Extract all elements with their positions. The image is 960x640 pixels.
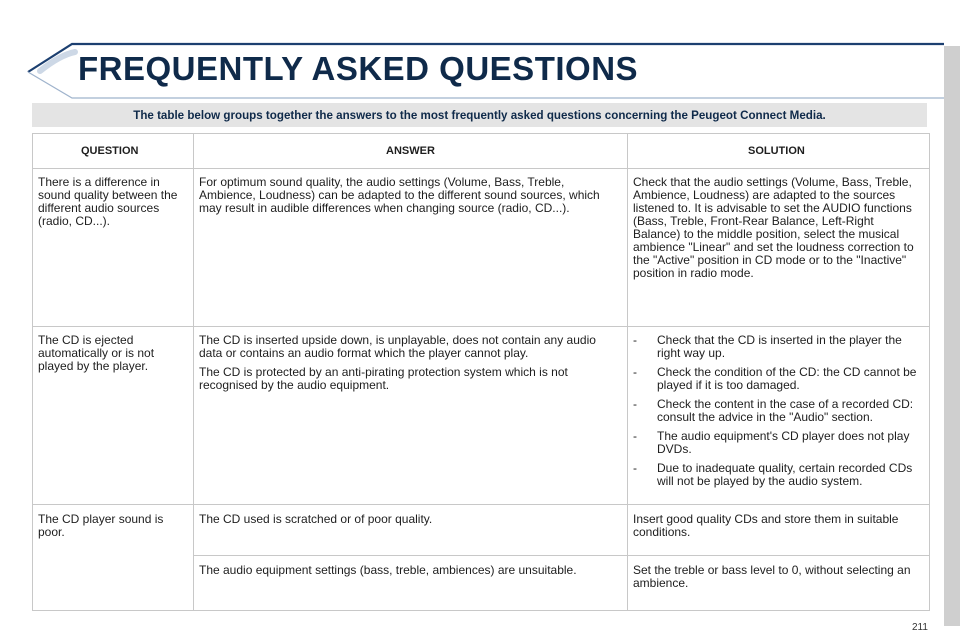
answer-paragraph: The CD is protected by an anti-pirating protection system which is not recognised by the audio equipment. — [199, 365, 568, 392]
solution-cell — [628, 327, 930, 505]
intro-band — [32, 103, 927, 127]
column-header-answer: ANSWER — [194, 134, 628, 169]
list-item — [633, 430, 924, 456]
page-number: 211 — [912, 622, 928, 633]
solution-item-text: Due to inadequate quality, certain recorded CDs will not be played by the audio system. — [657, 461, 913, 488]
dash-bullet: - — [633, 397, 637, 411]
list-item — [633, 398, 924, 424]
column-header-solution: SOLUTION — [628, 134, 930, 169]
solution-cell: Set the treble or bass level to 0, without selecting an ambience. — [628, 556, 930, 611]
table-row — [33, 169, 930, 327]
dash-bullet: - — [633, 429, 637, 443]
page-title: FREQUENTLY ASKED QUESTIONS — [78, 50, 639, 87]
table-row — [33, 327, 930, 505]
dash-bullet: - — [633, 461, 637, 475]
question-cell: There is a difference in sound quality between the different audio sources (radio, CD...). — [33, 169, 194, 327]
solution-item-text: Check the content in the case of a recorded CD: consult the advice in the "Audio" section. — [657, 397, 914, 424]
solution-cell: Insert good quality CDs and store them in suitable conditions. — [628, 505, 930, 556]
solution-list — [633, 334, 924, 488]
dash-bullet: - — [633, 333, 637, 347]
question-cell: The CD player sound is poor. — [33, 505, 194, 611]
answer-cell: The audio equipment settings (bass, treble, ambiences) are unsuitable. — [194, 556, 628, 611]
answer-cell — [194, 327, 628, 505]
column-header-question: QUESTION — [33, 134, 194, 169]
answer-cell: For optimum sound quality, the audio settings (Volume, Bass, Treble, Ambience, Loudness) can be adapted to the different sound sources, which may result in audible differences when changing source (radio, CD...). — [194, 169, 628, 327]
solution-item-text: Check the condition of the CD: the CD cannot be played if it is too damaged. — [657, 365, 917, 392]
solution-item-text: The audio equipment's CD player does not play DVDs. — [657, 429, 910, 456]
table-row — [33, 505, 930, 556]
intro-text: The table below groups together the answers to the most frequently asked questions concerning the Peugeot Connect Media. — [133, 108, 826, 122]
solution-cell: Check that the audio settings (Volume, Bass, Treble, Ambience, Loudness) are adapted to the sources listened to. It is advisable to set the AUDIO functions (Bass, Treble, Front-Rear Balance, Left-Right Balance) to the middle position, select the musical ambience "Linear" and set the loudness correction to the "Active" position in CD mode or to the "Inactive" position in radio mode. — [628, 169, 930, 327]
answer-paragraph: The CD is inserted upside down, is unplayable, does not contain any audio data or contains an audio format which the player cannot play. — [199, 333, 596, 360]
list-item — [633, 462, 924, 488]
list-item — [633, 334, 924, 360]
answer-cell: The CD used is scratched or of poor quality. — [194, 505, 628, 556]
list-item — [633, 366, 924, 392]
dash-bullet: - — [633, 365, 637, 379]
page-edge-strip — [944, 46, 960, 626]
table-header-row — [33, 134, 930, 169]
question-cell: The CD is ejected automatically or is not played by the player. — [33, 327, 194, 505]
faq-table — [32, 133, 930, 611]
solution-item-text: Check that the CD is inserted in the player the right way up. — [657, 333, 902, 360]
